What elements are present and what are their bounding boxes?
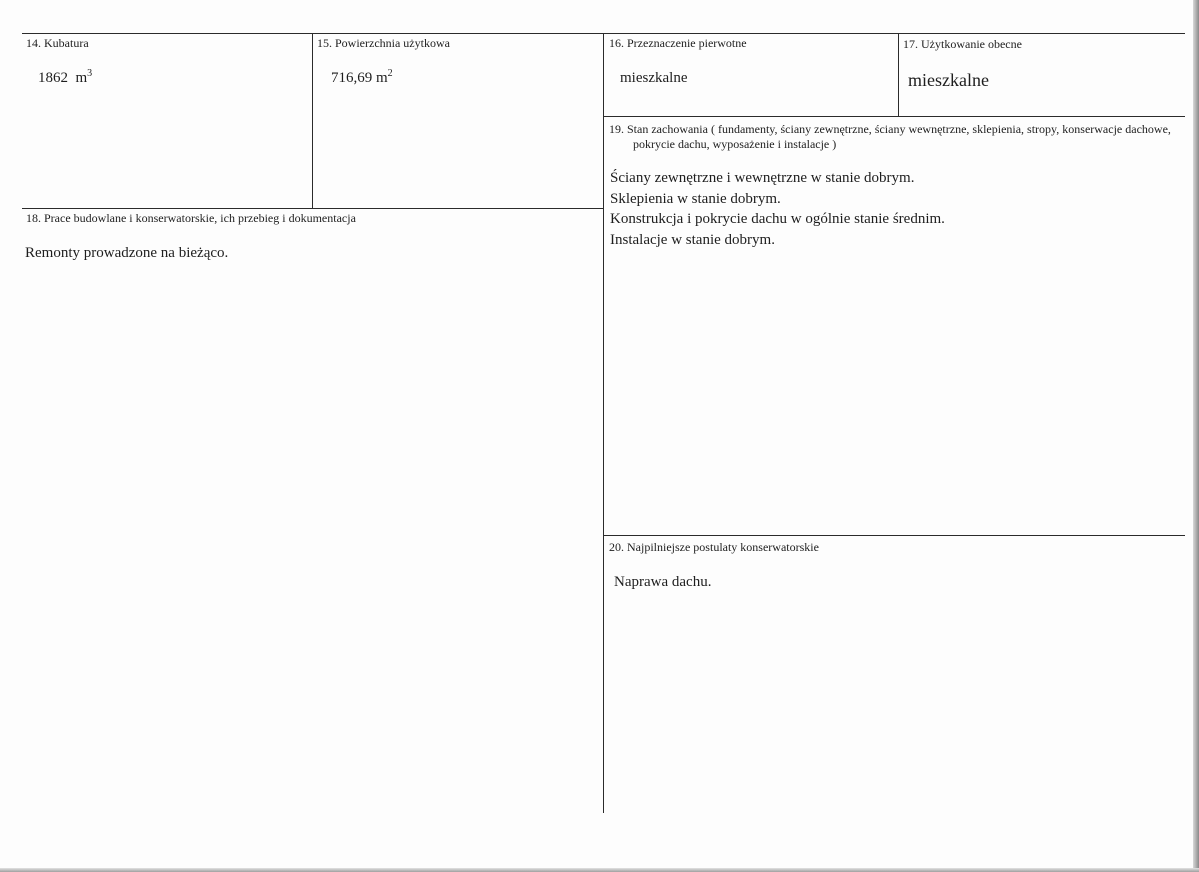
field-14-unit: m <box>75 70 88 86</box>
col-divider-14-15 <box>312 33 313 208</box>
field-20-label: 20. Najpilniejsze postulaty konserwatorskie <box>609 540 819 554</box>
field-19-line: Ściany zewnętrzne i wewnętrzne w stanie dobrym. <box>610 170 915 186</box>
field-16-label: 16. Przeznaczenie pierwotne <box>609 36 747 50</box>
field-15-label: 15. Powierzchnia użytkowa <box>317 36 450 50</box>
field-19-line: Sklepienia w stanie dobrym. <box>610 190 781 207</box>
field-18-value: Remonty prowadzone na bieżąco. <box>25 245 229 261</box>
field-15-number: 716,69 m <box>331 70 388 86</box>
field-19-label: 19. Stan zachowania ( fundamenty, ściany zewnętrzne, ściany wewnętrzne, sklepienia, stropy, konserwacje dachowe, pokrycie dachu, wyposażenie i instalacje ) <box>609 122 1171 151</box>
field-19-line: Konstrukcja i pokrycie dachu w ogólnie stanie średnim. <box>610 211 945 227</box>
field-14-value <box>38 68 92 88</box>
field-16-value: mieszkalne <box>620 70 688 86</box>
field-17-label: 17. Użytkowanie obecne <box>903 37 1022 51</box>
col-divider-16-17 <box>898 33 899 116</box>
scan-edge-bottom <box>0 868 1199 872</box>
field-19-lines <box>610 168 945 250</box>
field-20-value: Naprawa dachu. <box>614 574 712 590</box>
field-14-number: 1862 <box>38 70 68 86</box>
field-17-value: mieszkalne <box>908 70 989 90</box>
scan-edge-right <box>1193 0 1199 872</box>
field-14-unit-exponent: 3 <box>87 68 93 79</box>
field-14-label: 14. Kubatura <box>26 36 89 50</box>
row-divider-20 <box>604 535 1185 536</box>
field-18-label: 18. Prace budowlane i konserwatorskie, ich przebieg i dokumentacja <box>26 211 356 225</box>
field-19-line: Instalacje w stanie dobrym. <box>610 231 775 248</box>
field-15-unit-exponent: 2 <box>387 68 393 79</box>
field-15-value <box>331 68 393 88</box>
col-divider-center <box>603 33 604 813</box>
row-divider-16-17 <box>604 116 1185 117</box>
row-divider-18 <box>22 208 604 209</box>
